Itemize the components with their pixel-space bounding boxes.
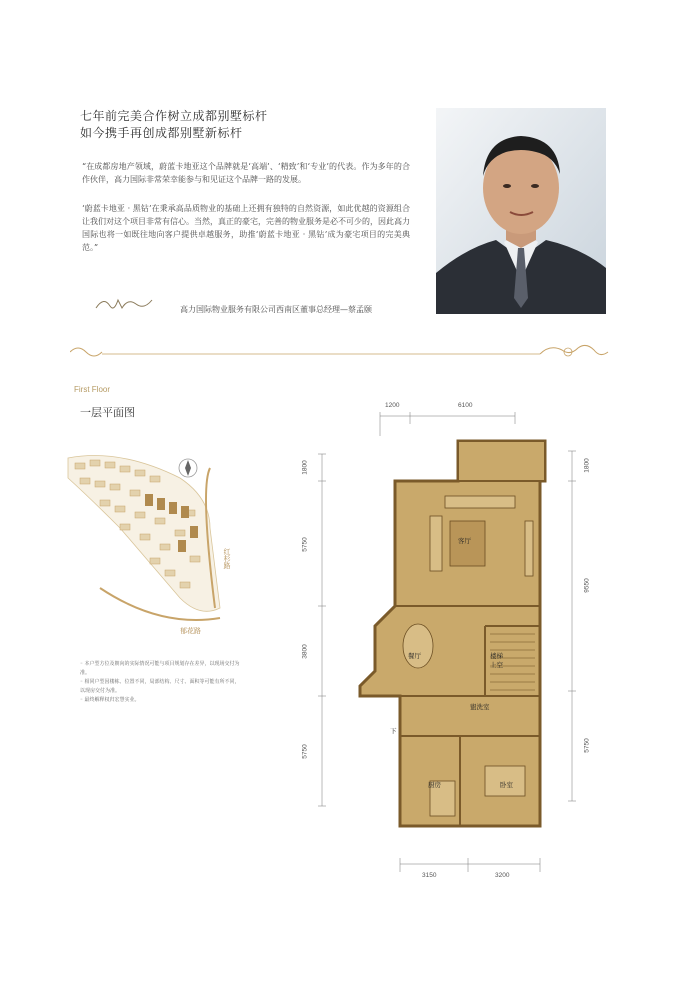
note-item: ◦ 最终解释权归宏慧实业。	[80, 697, 140, 703]
notes-list	[80, 660, 240, 705]
dim-right-1: 1800	[583, 458, 591, 473]
section-label-en: First Floor	[74, 385, 110, 394]
ornament-divider	[70, 340, 610, 364]
portrait-photo	[436, 108, 606, 314]
portrait-image	[436, 108, 606, 314]
note-item: ◦ 本户型方位及朝向的实际情况可能与项目规划存在差异，以现场交付为准。	[80, 661, 240, 676]
dim-top-right: 6100	[458, 402, 473, 409]
room-kitchen: 厨房	[428, 781, 441, 789]
stair-down-label: 下	[390, 727, 397, 735]
room-stair: 楼梯	[490, 652, 503, 660]
road-label-2: 郁花路	[180, 627, 201, 635]
dim-left-1: 1800	[301, 460, 309, 475]
room-void: 上空	[490, 661, 503, 669]
dim-left-2: 5750	[301, 537, 309, 552]
note-text: 相同户型因楼栋、位置不同，局部结构、尺寸、面积等可能有所不同，以现房交付为准。	[80, 679, 240, 694]
site-map	[60, 448, 260, 658]
signature-mark	[92, 292, 162, 314]
dim-top-left: 1200	[385, 402, 400, 409]
quote-paragraph-2: ‘蔚蓝卡地亚 · 黑钻’在秉承高品质物业的基础上还拥有独特的自然资源，如此优越的资源组合让我们对这个项目非常有信心。当然，真正的豪宅，完善的物业服务是必不可少的，因此高力国际也将一如既往地向客户提供卓越服务，助推‘蔚蓝卡地亚 · 黑钻’成为豪宅项目的完美典范。”	[82, 204, 410, 252]
dim-bottom-right: 3200	[495, 872, 510, 879]
room-living: 客厅	[458, 537, 471, 545]
dim-right-2: 9550	[583, 578, 591, 593]
title-line-1: 七年前完美合作树立成都别墅标杆	[80, 109, 268, 123]
floor-plan	[300, 396, 620, 886]
floor-plan-graphic	[300, 396, 620, 886]
dim-right-3: 5750	[583, 738, 591, 753]
section-label-cn: 一层平面图	[80, 406, 135, 419]
road-label-1: 红杉路	[223, 548, 231, 569]
dim-left-4: 5750	[301, 744, 309, 759]
dim-bottom-left: 3150	[422, 872, 437, 879]
note-item: ◦ 相同户型因楼栋、位置不同，局部结构、尺寸、面积等可能有所不同，以现房交付为准。	[80, 679, 240, 694]
dim-left-3: 3800	[301, 644, 309, 659]
room-bath: 盥洗室	[470, 703, 490, 711]
title-line-2: 如今携手再创成都别墅新标杆	[80, 126, 243, 140]
note-text: 最终解释权归宏慧实业。	[84, 697, 140, 703]
note-text: 本户型方位及朝向的实际情况可能与项目规划存在差异，以现场交付为准。	[80, 661, 240, 676]
room-dining: 餐厅	[408, 652, 421, 660]
attribution-text: 高力国际物业服务有限公司西南区董事总经理—蔡孟颐	[180, 305, 372, 314]
quote-paragraph-1: “在成都房地产领域，蔚蓝卡地亚这个品牌就是‘高端’、‘精致’和‘专业’的代表。作为多年的合作伙伴，高力国际非常荣幸能参与和见证这个品牌一路的发展。	[82, 162, 410, 184]
room-bedroom: 卧室	[500, 781, 513, 789]
